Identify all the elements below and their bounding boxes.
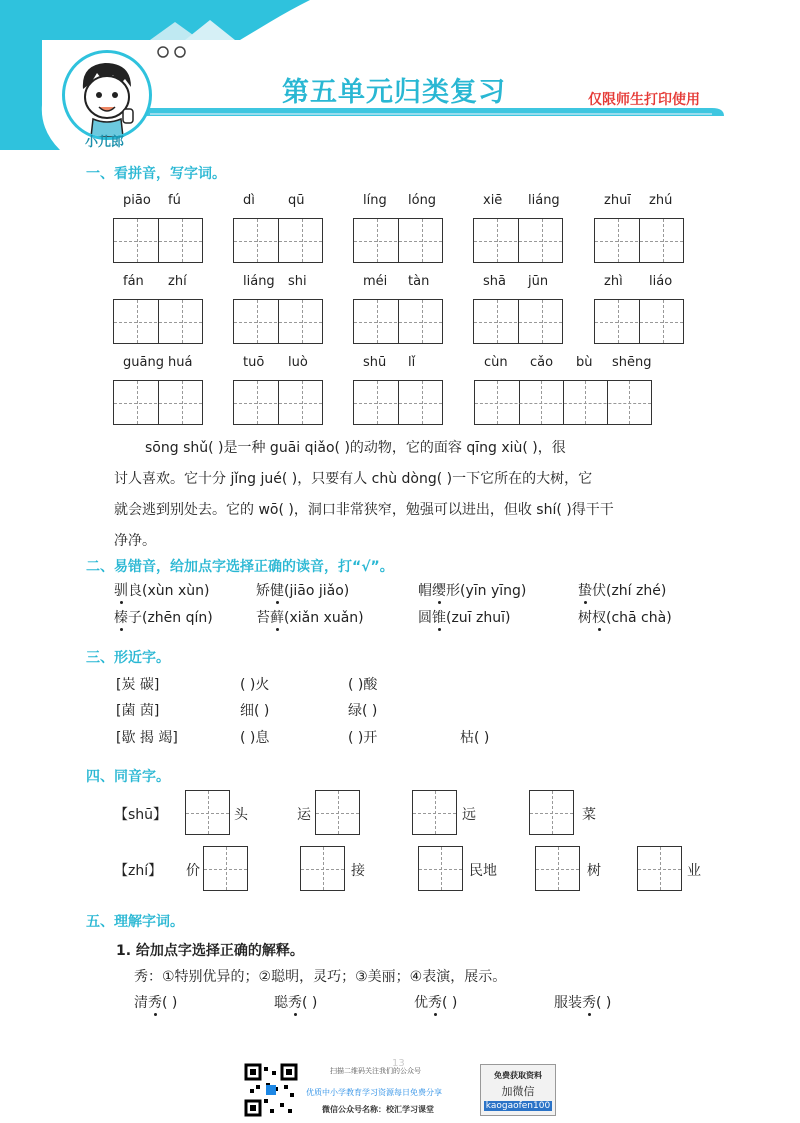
- pinyin-syllable: fú: [168, 193, 181, 208]
- box-guide: [114, 241, 202, 242]
- item-options: 良(xùn xùn): [128, 583, 210, 599]
- section4-heading: 四、同音字。: [86, 769, 170, 785]
- badge-line: 免费获取资料: [494, 1071, 542, 1080]
- pronunciation-item[interactable]: [256, 607, 364, 627]
- qr-code-icon: [244, 1063, 298, 1117]
- pronunciation-item[interactable]: [114, 580, 209, 600]
- item-text: 矫: [256, 583, 270, 599]
- pinyin-syllable: huá: [168, 355, 193, 370]
- meaning-item[interactable]: [414, 992, 457, 1012]
- item-options: 形(yīn yīng): [446, 583, 527, 599]
- dotted-char: 秀: [148, 992, 162, 1012]
- dotted-char: 藓: [270, 607, 284, 627]
- pinyin-syllable: cǎo: [530, 355, 554, 370]
- homophone-word: 接: [351, 863, 365, 879]
- box-guide: [638, 869, 681, 870]
- meaning-item[interactable]: [554, 992, 611, 1012]
- usage-note: 仅限师生打印使用: [588, 92, 700, 108]
- box-guide: [234, 322, 322, 323]
- item-blank: ( ): [162, 995, 178, 1011]
- char-group: [炭 碳]: [116, 677, 160, 693]
- dotted-char: 驯: [114, 580, 128, 600]
- badge-id: kaogaofen100: [485, 1101, 551, 1111]
- homophone-word: 菜: [582, 807, 596, 823]
- pronunciation-item[interactable]: [578, 580, 666, 600]
- fill-blank[interactable]: 枯( ): [460, 730, 490, 746]
- pinyin-syllable: xiē: [483, 193, 503, 208]
- passage-line: 讨人喜欢。它十分 jǐng jué( )，只要有人 chù dòng( )一下它所在的大树，它: [114, 471, 593, 487]
- pronunciation-item[interactable]: [578, 607, 672, 627]
- section1-heading: 一、看拼音，写字词。: [86, 166, 226, 182]
- pinyin-syllable: luò: [288, 355, 308, 370]
- fill-blank[interactable]: 绿( ): [348, 703, 378, 719]
- pinyin-syllable: guāng: [123, 355, 164, 370]
- writing-box[interactable]: [473, 299, 563, 344]
- pinyin-syllable: shēng: [612, 355, 652, 370]
- item-text: 苔: [256, 610, 270, 626]
- passage-line: sōng shǔ( )是一种 guāi qiǎo( )的动物，它的面容 qīng xiù( )，很: [145, 440, 566, 456]
- writing-box[interactable]: [353, 218, 443, 263]
- box-guide: [595, 322, 683, 323]
- pinyin-syllable: dì: [243, 193, 255, 208]
- writing-box[interactable]: [233, 380, 323, 425]
- pronunciation-item[interactable]: [256, 580, 349, 600]
- definition-list: 秀：①特别优异的；②聪明，灵巧；③美丽；④表演，展示。: [134, 969, 507, 985]
- section2-heading: 二、易错音，给加点字选择正确的读音，打“√”。: [86, 559, 394, 575]
- writing-box[interactable]: [418, 846, 463, 891]
- item-text: 帽: [418, 583, 432, 599]
- fill-blank[interactable]: 细( ): [240, 703, 270, 719]
- writing-box[interactable]: [594, 218, 684, 263]
- homophone-label: 【shū】: [114, 807, 168, 823]
- box-guide: [301, 869, 344, 870]
- box-guide: [354, 403, 442, 404]
- homophone-word: 价: [186, 863, 200, 879]
- item-options: (xiǎn xuǎn): [284, 610, 364, 626]
- item-blank: ( ): [302, 995, 318, 1011]
- box-guide: [234, 241, 322, 242]
- item-text: 圆: [418, 610, 432, 626]
- pinyin-syllable: liáng: [243, 274, 275, 289]
- dotted-char: 缨: [432, 580, 446, 600]
- writing-box[interactable]: [203, 846, 248, 891]
- box-guide: [204, 869, 247, 870]
- box-guide: [413, 813, 456, 814]
- writing-box[interactable]: [315, 790, 360, 835]
- fill-blank[interactable]: ( )息: [240, 730, 270, 746]
- box-guide: [474, 241, 562, 242]
- section5-heading: 五、理解字词。: [86, 914, 184, 930]
- dotted-char: 秀: [582, 992, 596, 1012]
- footer-slogan: 优质中小学教育学习资源每日免费分享: [306, 1088, 442, 1097]
- char-group: [歇 揭 竭]: [116, 730, 178, 746]
- writing-box[interactable]: [474, 380, 652, 425]
- box-guide: [114, 322, 202, 323]
- writing-box[interactable]: [300, 846, 345, 891]
- wechat-badge: [480, 1064, 556, 1116]
- box-guide: [316, 813, 359, 814]
- box-guide: [530, 813, 573, 814]
- writing-box[interactable]: [637, 846, 682, 891]
- writing-box[interactable]: [113, 218, 203, 263]
- writing-box[interactable]: [353, 299, 443, 344]
- box-guide: [419, 869, 462, 870]
- pinyin-syllable: liáo: [649, 274, 673, 289]
- writing-box[interactable]: [535, 846, 580, 891]
- box-guide: [536, 869, 579, 870]
- pinyin-syllable: fán: [123, 274, 144, 289]
- footer-qr-caption: 扫描二维码关注我们的公众号: [330, 1067, 421, 1075]
- pinyin-syllable: zhì: [604, 274, 623, 289]
- writing-box[interactable]: [185, 790, 230, 835]
- pronunciation-item[interactable]: [418, 607, 510, 627]
- pinyin-syllable: liáng: [528, 193, 560, 208]
- meaning-item[interactable]: [274, 992, 317, 1012]
- item-options: (jiāo jiǎo): [284, 583, 350, 599]
- item-text: 清: [134, 995, 148, 1011]
- char-group: [菌 茵]: [116, 703, 160, 719]
- pinyin-syllable: méi: [363, 274, 388, 289]
- pinyin-syllable: bù: [576, 355, 593, 370]
- meaning-item[interactable]: [134, 992, 177, 1012]
- homophone-word: 民地: [469, 863, 497, 879]
- dotted-char: 秀: [428, 992, 442, 1012]
- item-text: 树: [578, 610, 592, 626]
- writing-box[interactable]: [594, 299, 684, 344]
- writing-box[interactable]: [233, 218, 323, 263]
- dotted-char: 蛰: [578, 580, 592, 600]
- box-guide: [354, 241, 442, 242]
- homophone-label: 【zhí】: [114, 863, 163, 879]
- item-options: (zuī zhuī): [446, 610, 511, 626]
- writing-box[interactable]: [473, 218, 563, 263]
- pronunciation-item[interactable]: [418, 580, 526, 600]
- writing-box[interactable]: [233, 299, 323, 344]
- item-text: 服装: [554, 995, 582, 1011]
- dotted-char: 秀: [288, 992, 302, 1012]
- mascot-label: 小儿郎: [85, 135, 125, 150]
- pinyin-syllable: shū: [363, 355, 387, 370]
- homophone-word: 运: [297, 807, 311, 823]
- badge-line: 加微信: [501, 1085, 535, 1098]
- pinyin-syllable: shā: [483, 274, 506, 289]
- item-options: (chā chà): [606, 610, 672, 626]
- pinyin-syllable: lóng: [408, 193, 437, 208]
- pinyin-syllable: qū: [288, 193, 305, 208]
- page-title: 第五单元归类复习: [282, 77, 506, 108]
- writing-box[interactable]: [412, 790, 457, 835]
- section3-heading: 三、形近字。: [86, 650, 170, 666]
- pinyin-syllable: zhuī: [604, 193, 631, 208]
- item-options: 子(zhēn qín): [128, 610, 213, 626]
- question-1: 1. 给加点字选择正确的解释。: [116, 943, 304, 959]
- item-text: 优: [414, 995, 428, 1011]
- dotted-char: 榛: [114, 607, 128, 627]
- homophone-word: 头: [234, 807, 248, 823]
- pinyin-syllable: cùn: [484, 355, 508, 370]
- dotted-char: 健: [270, 580, 284, 600]
- homophone-word: 业: [687, 863, 701, 879]
- box-guide: [186, 813, 229, 814]
- item-blank: ( ): [442, 995, 458, 1011]
- fill-blank[interactable]: ( )酸: [348, 677, 378, 693]
- writing-box[interactable]: [529, 790, 574, 835]
- homophone-word: 树: [587, 863, 601, 879]
- box-guide: [354, 322, 442, 323]
- pinyin-syllable: tuō: [243, 355, 265, 370]
- writing-box[interactable]: [353, 380, 443, 425]
- page-number: 13: [392, 1058, 405, 1069]
- writing-box[interactable]: [113, 380, 203, 425]
- item-blank: ( ): [596, 995, 612, 1011]
- pinyin-syllable: líng: [363, 193, 387, 208]
- passage-line: 净净。: [114, 533, 156, 549]
- passage-line: 就会逃到别处去。它的 wō( )，洞口非常狭窄，勉强可以进出，但收 shí( )得干干: [114, 502, 614, 518]
- pinyin-syllable: lǐ: [408, 355, 416, 370]
- dotted-char: 锥: [432, 607, 446, 627]
- footer-account: 微信公众号名称：校汇学习课堂: [322, 1105, 434, 1114]
- item-text: 聪: [274, 995, 288, 1011]
- fill-blank[interactable]: ( )火: [240, 677, 270, 693]
- box-guide: [474, 322, 562, 323]
- mascot-avatar: [62, 50, 152, 140]
- passage: [114, 433, 724, 557]
- fill-blank[interactable]: ( )开: [348, 730, 378, 746]
- dotted-char: 杈: [592, 607, 606, 627]
- pinyin-syllable: zhí: [168, 274, 187, 289]
- item-options: 伏(zhí zhé): [592, 583, 667, 599]
- pinyin-syllable: tàn: [408, 274, 430, 289]
- pinyin-syllable: zhú: [649, 193, 673, 208]
- writing-box[interactable]: [113, 299, 203, 344]
- pronunciation-item[interactable]: [114, 607, 213, 627]
- homophone-word: 远: [462, 807, 476, 823]
- box-guide: [595, 241, 683, 242]
- box-guide: [114, 403, 202, 404]
- box-guide: [234, 403, 322, 404]
- pinyin-syllable: shi: [288, 274, 307, 289]
- pinyin-syllable: piāo: [123, 193, 151, 208]
- pinyin-syllable: jūn: [528, 274, 549, 289]
